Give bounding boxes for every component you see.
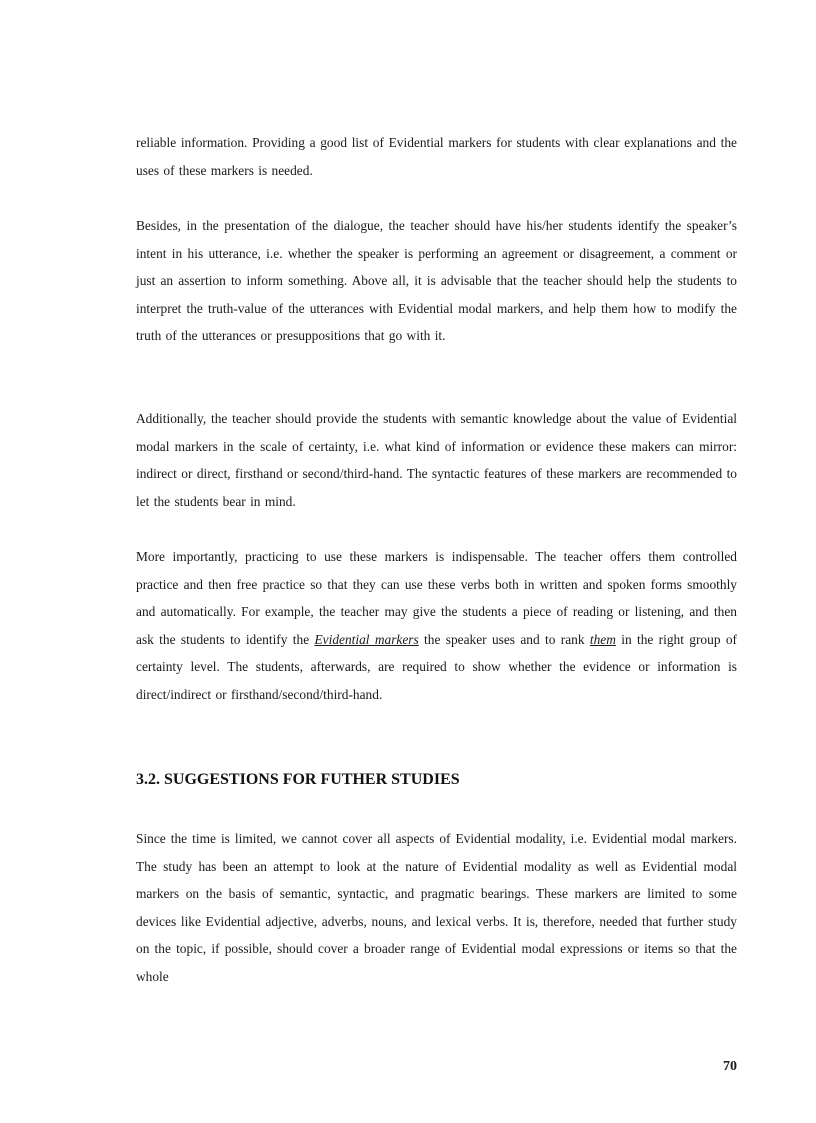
- emphasis-them: them: [589, 631, 616, 647]
- page-number: 70: [723, 1059, 737, 1074]
- paragraph-semantic-knowledge: Additionally, the teacher should provide the students with semantic knowledge about the value of Evidential modal markers in the scale of certainty, i.e. what kind of information or evidence these makers can mirror: indirect or direct, firsthand or second/third-hand. The syntactic features of these markers are recommended to let the students bear in mind.: [136, 411, 737, 509]
- section-heading: 3.2. SUGGESTIONS FOR FUTHER STUDIES: [136, 771, 460, 788]
- paragraph-further-studies: Since the time is limited, we cannot cover all aspects of Evidential modality, i.e. Evidential modal markers. The study has been an attempt to look at the nature of Evidential modality as well as Evidential modal markers on the basis of semantic, syntactic, and pragmatic bearings. These markers are limited to some devices like Evidential adjective, adverbs, nouns, and lexical verbs. It is, therefore, needed that further study on the topic, if possible, should cover a broader range of Evidential modal expressions or items so that the whole: [136, 831, 737, 984]
- paragraph-practice: [136, 543, 737, 709]
- paragraph-practice-text-3: in the right group of certainty level. The students, afterwards, are required to show whether the evidence or information is direct/indirect or firsthand/second/third-hand.: [136, 631, 737, 702]
- paragraph-practice-text-1: More importantly, practicing to use these markers is indispensable. The teacher offers them controlled practice and then free practice so that they can use these verbs both in written and spoken forms smoothly and automatically. For example, the teacher may give the students a piece of reading or listening, and then ask the students to identify the: [136, 549, 737, 647]
- paragraph-speaker-intent: Besides, in the presentation of the dialogue, the teacher should have his/her students identify the speaker’s intent in his utterance, i.e. whether the speaker is performing an agreement or disagreement, a comment or just an assertion to inform something. Above all, it is advisable that the teacher should help the students to interpret the truth-value of the utterances with Evidential modal markers, and help them how to modify the truth of the utterances or presuppositions that go with it.: [136, 218, 737, 344]
- paragraph-practice-text-2: the speaker uses and to rank: [418, 631, 590, 647]
- emphasis-evidential-markers: Evidential markers: [314, 631, 419, 647]
- paragraph-evidential-markers-list: reliable information. Providing a good list of Evidential markers for students with clear explanations and the uses of these markers is needed.: [136, 135, 737, 178]
